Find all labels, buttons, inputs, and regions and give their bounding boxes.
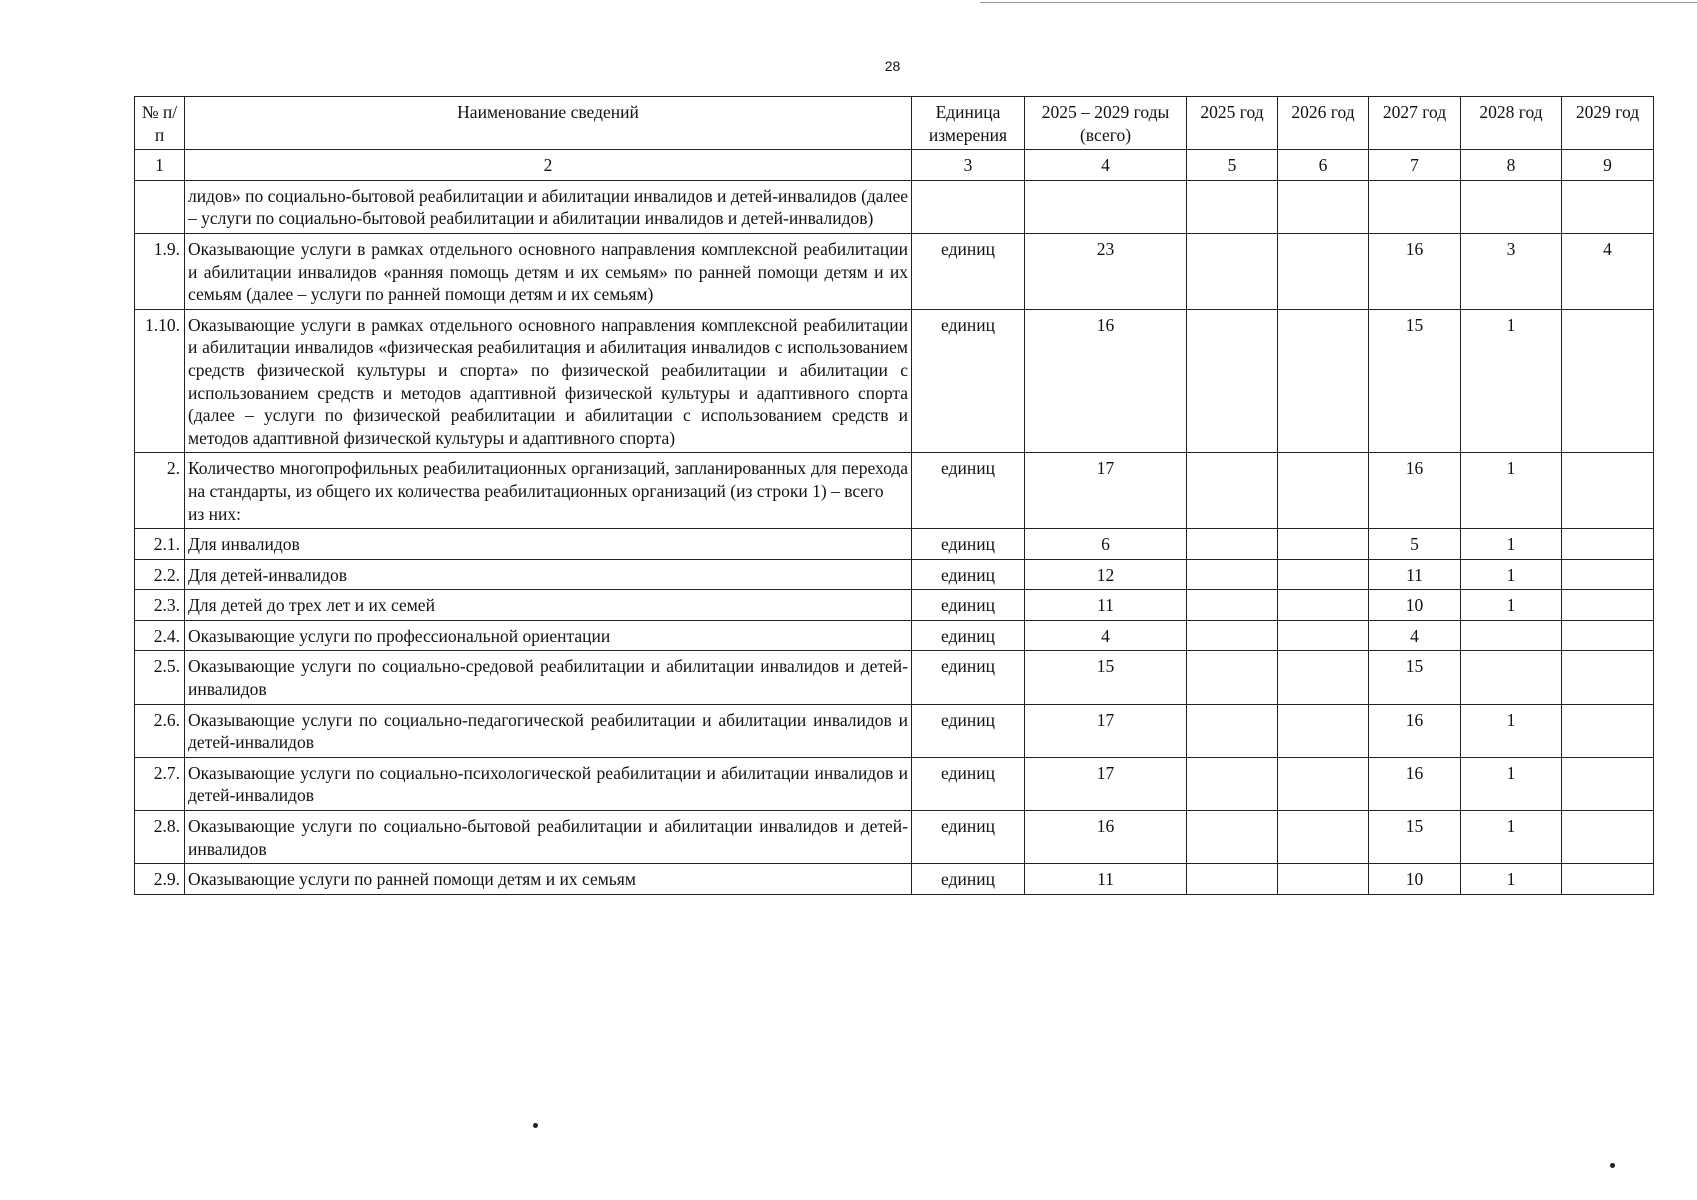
table-row: [135, 559, 1654, 590]
table-row: [135, 309, 1654, 453]
row-name: Оказывающие услуги по социально-психологической реабилитации и абилитации инвалидов и детей-инвалидов: [185, 757, 912, 810]
row-2027: 15: [1369, 309, 1461, 453]
row-2027: 10: [1369, 864, 1461, 895]
table-row: [135, 757, 1654, 810]
row-number: 2.5.: [135, 651, 185, 704]
row-name: лидов» по социально-бытовой реабилитации и абилитации инвалидов и детей-инвалидов (далее – услуги по социально-бытовой реабилитации и абилитации инвалидов и детей-инвалидов): [185, 180, 912, 233]
row-unit: единиц: [912, 651, 1025, 704]
row-2029: [1562, 704, 1654, 757]
row-2028: [1461, 180, 1562, 233]
scan-speck: [1610, 1163, 1615, 1168]
column-index: 7: [1369, 150, 1461, 181]
table-row: [135, 529, 1654, 560]
row-2027: 16: [1369, 757, 1461, 810]
row-name: Оказывающие услуги по профессиональной ориентации: [185, 620, 912, 651]
row-2029: [1562, 309, 1654, 453]
table-row: [135, 233, 1654, 309]
row-2025: [1187, 620, 1278, 651]
page-number: 28: [884, 58, 901, 74]
column-index: 2: [185, 150, 912, 181]
row-2027: 15: [1369, 811, 1461, 864]
row-name-cell: [185, 453, 912, 529]
row-2028: [1461, 620, 1562, 651]
row-2028: 1: [1461, 757, 1562, 810]
row-2028: 1: [1461, 453, 1562, 529]
row-name-sub: из них:: [188, 503, 241, 524]
row-2025: [1187, 757, 1278, 810]
row-number: 2.7.: [135, 757, 185, 810]
row-2025: [1187, 651, 1278, 704]
row-2026: [1278, 233, 1369, 309]
column-index: 1: [135, 150, 185, 181]
column-index: 4: [1025, 150, 1187, 181]
column-index-row: [135, 150, 1654, 181]
row-2027: 11: [1369, 559, 1461, 590]
row-2027: 5: [1369, 529, 1461, 560]
row-unit: единиц: [912, 529, 1025, 560]
row-2027: [1369, 180, 1461, 233]
row-2027: 4: [1369, 620, 1461, 651]
row-unit: единиц: [912, 757, 1025, 810]
row-2025: [1187, 704, 1278, 757]
row-number: 2.3.: [135, 590, 185, 621]
row-unit: единиц: [912, 309, 1025, 453]
table-row: [135, 453, 1654, 529]
column-index: 6: [1278, 150, 1369, 181]
row-number: 2.9.: [135, 864, 185, 895]
header-2026: 2026 год: [1278, 97, 1369, 150]
row-name: Для инвалидов: [185, 529, 912, 560]
row-2026: [1278, 620, 1369, 651]
table-row: [135, 811, 1654, 864]
row-name: Оказывающие услуги по ранней помощи детям и их семьям: [185, 864, 912, 895]
row-2028: 1: [1461, 309, 1562, 453]
column-index: 5: [1187, 150, 1278, 181]
row-2026: [1278, 453, 1369, 529]
row-2029: [1562, 590, 1654, 621]
row-2026: [1278, 180, 1369, 233]
row-total: 17: [1025, 704, 1187, 757]
column-index: 9: [1562, 150, 1654, 181]
row-2028: 3: [1461, 233, 1562, 309]
row-2028: 1: [1461, 704, 1562, 757]
row-unit: единиц: [912, 559, 1025, 590]
row-2028: 1: [1461, 864, 1562, 895]
header-num: № п/п: [135, 97, 185, 150]
header-2028: 2028 год: [1461, 97, 1562, 150]
table-row: [135, 651, 1654, 704]
table-row: [135, 864, 1654, 895]
row-total: 11: [1025, 590, 1187, 621]
row-total: 17: [1025, 453, 1187, 529]
column-index: 3: [912, 150, 1025, 181]
row-unit: [912, 180, 1025, 233]
row-total: 11: [1025, 864, 1187, 895]
row-name: Оказывающие услуги в рамках отдельного основного направления комплексной реабилитации и абилитации инвалидов «физическая реабилитация и абилитация инвалидов с использованием средств физической культуры и спорта» по физической реабилитации и абилитации с использованием средств и методов адаптивной физической культуры и адаптивного спорта (далее – услуги по физической реабилитации и абилитации с использованием средств и методов адаптивной физической культуры и адаптивного спорта): [185, 309, 912, 453]
row-2029: [1562, 620, 1654, 651]
row-name: Оказывающие услуги по социально-бытовой реабилитации и абилитации инвалидов и детей-инвалидов: [185, 811, 912, 864]
row-unit: единиц: [912, 620, 1025, 651]
row-total: 17: [1025, 757, 1187, 810]
row-total: 6: [1025, 529, 1187, 560]
row-2027: 16: [1369, 453, 1461, 529]
row-unit: единиц: [912, 864, 1025, 895]
table-row: [135, 590, 1654, 621]
row-total: [1025, 180, 1187, 233]
row-total: 4: [1025, 620, 1187, 651]
row-name: Для детей до трех лет и их семей: [185, 590, 912, 621]
row-2027: 15: [1369, 651, 1461, 704]
row-2026: [1278, 757, 1369, 810]
row-2029: [1562, 180, 1654, 233]
row-2028: 1: [1461, 529, 1562, 560]
row-2025: [1187, 529, 1278, 560]
row-2026: [1278, 704, 1369, 757]
row-number: 1.9.: [135, 233, 185, 309]
row-2026: [1278, 590, 1369, 621]
row-2028: [1461, 651, 1562, 704]
row-total: 15: [1025, 651, 1187, 704]
row-2029: [1562, 559, 1654, 590]
row-2029: [1562, 864, 1654, 895]
row-2025: [1187, 180, 1278, 233]
row-2025: [1187, 559, 1278, 590]
row-total: 23: [1025, 233, 1187, 309]
row-unit: единиц: [912, 590, 1025, 621]
row-2027: 16: [1369, 233, 1461, 309]
data-table: [134, 96, 1654, 895]
row-2026: [1278, 529, 1369, 560]
row-2029: [1562, 453, 1654, 529]
row-total: 16: [1025, 309, 1187, 453]
row-number: 1.10.: [135, 309, 185, 453]
row-number: 2.4.: [135, 620, 185, 651]
row-2025: [1187, 453, 1278, 529]
row-total: 16: [1025, 811, 1187, 864]
row-number: [135, 180, 185, 233]
row-number: 2.6.: [135, 704, 185, 757]
row-2028: 1: [1461, 559, 1562, 590]
row-2025: [1187, 233, 1278, 309]
row-total: 12: [1025, 559, 1187, 590]
header-total: 2025 – 2029 годы (всего): [1025, 97, 1187, 150]
row-2028: 1: [1461, 590, 1562, 621]
header-2025: 2025 год: [1187, 97, 1278, 150]
row-name: Оказывающие услуги по социально-средовой реабилитации и абилитации инвалидов и детей-инвалидов: [185, 651, 912, 704]
row-number: 2.2.: [135, 559, 185, 590]
column-index: 8: [1461, 150, 1562, 181]
header-2029: 2029 год: [1562, 97, 1654, 150]
row-2025: [1187, 811, 1278, 864]
row-number: 2.: [135, 453, 185, 529]
row-2027: 16: [1369, 704, 1461, 757]
row-unit: единиц: [912, 453, 1025, 529]
row-2026: [1278, 651, 1369, 704]
scan-speck: [533, 1123, 538, 1128]
row-2026: [1278, 864, 1369, 895]
row-2029: [1562, 529, 1654, 560]
row-2029: [1562, 651, 1654, 704]
row-name: Оказывающие услуги по социально-педагогической реабилитации и абилитации инвалидов и детей-инвалидов: [185, 704, 912, 757]
row-name: Количество многопрофильных реабилитационных организаций, запланированных для перехода на стандарты, из общего их количества реабилитационных организаций (из строки 1) – всего: [188, 458, 908, 501]
table-row: [135, 620, 1654, 651]
row-2026: [1278, 811, 1369, 864]
header-unit: Единица измерения: [912, 97, 1025, 150]
table-row: [135, 704, 1654, 757]
row-2025: [1187, 309, 1278, 453]
row-2029: [1562, 757, 1654, 810]
row-2029: [1562, 811, 1654, 864]
row-2026: [1278, 309, 1369, 453]
header-name: Наименование сведений: [185, 97, 912, 150]
row-name: Оказывающие услуги в рамках отдельного основного направления комплексной реабилитации и абилитации инвалидов «ранняя помощь детям и их семьям» по ранней помощи детям и их семьям (далее – услуги по ранней помощи детям и их семьям): [185, 233, 912, 309]
row-2025: [1187, 590, 1278, 621]
row-2026: [1278, 559, 1369, 590]
row-unit: единиц: [912, 233, 1025, 309]
row-2028: 1: [1461, 811, 1562, 864]
table-row: [135, 180, 1654, 233]
row-unit: единиц: [912, 704, 1025, 757]
row-number: 2.8.: [135, 811, 185, 864]
row-2025: [1187, 864, 1278, 895]
header-row: [135, 97, 1654, 150]
row-number: 2.1.: [135, 529, 185, 560]
row-unit: единиц: [912, 811, 1025, 864]
header-2027: 2027 год: [1369, 97, 1461, 150]
scan-edge-line: [980, 2, 1697, 3]
row-2027: 10: [1369, 590, 1461, 621]
row-2029: 4: [1562, 233, 1654, 309]
row-name: Для детей-инвалидов: [185, 559, 912, 590]
